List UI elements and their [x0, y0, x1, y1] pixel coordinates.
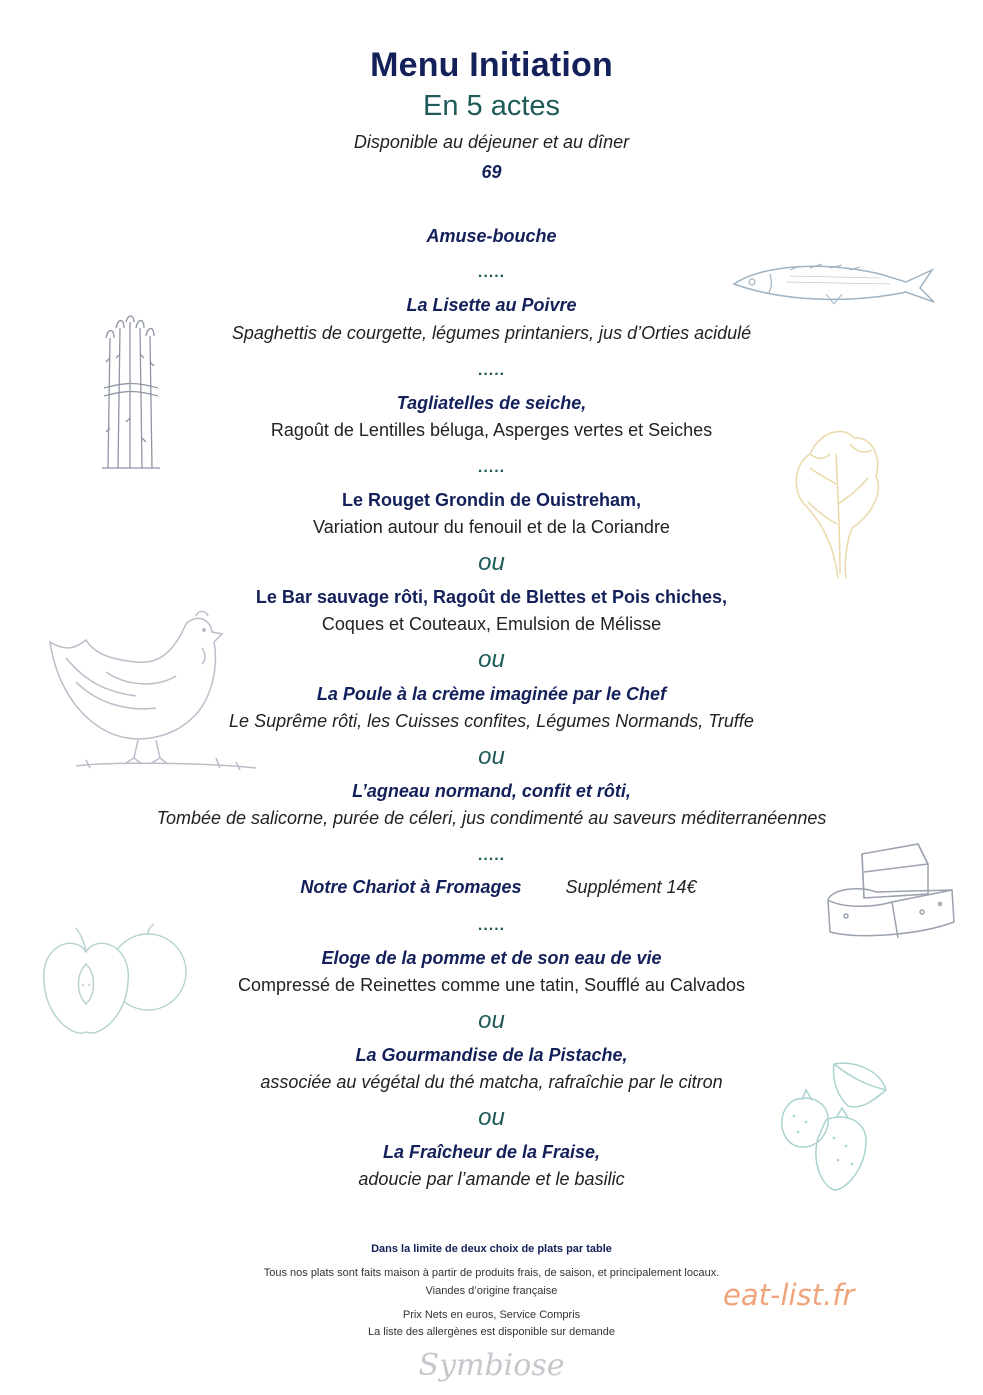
- amuse-bouche-title: Amuse-bouche: [426, 226, 557, 246]
- apple-illustration: [36, 924, 190, 1042]
- or-separator: ou: [478, 1104, 505, 1131]
- or-separator: ou: [478, 549, 505, 576]
- availability-text: Disponible au déjeuner et au dîner: [353, 132, 630, 152]
- menu-price: 69: [481, 162, 502, 182]
- separator-dots: .....: [477, 917, 506, 934]
- asparagus-illustration: [96, 318, 164, 470]
- allergens-note: La liste des allergènes est disponible sur demande: [367, 1326, 616, 1338]
- course-desc-poule: Le Suprême rôti, les Cuisses confites, Légumes Normands, Truffe: [229, 711, 754, 731]
- or-separator: ou: [478, 1007, 505, 1034]
- prices-note: Prix Nets en euros, Service Compris: [402, 1309, 581, 1321]
- course-desc-tagliatelles: Ragoût de Lentilles béluga, Asperges vertes et Seiches: [270, 420, 713, 440]
- course-desc-pomme: Compressé de Reinettes comme une tatin, Soufflé au Calvados: [238, 975, 745, 995]
- cheese-supplement: Supplément 14€: [565, 877, 697, 897]
- homemade-note: Tous nos plats sont faits maison à partir de produits frais, de saison, et principalement locaux.: [263, 1267, 720, 1279]
- course-desc-bar: Coques et Couteaux, Emulsion de Mélisse: [321, 614, 662, 634]
- strawberry-illustration: [774, 1060, 892, 1196]
- separator-dots: .....: [477, 264, 506, 281]
- watermark-text: eat-list.fr: [723, 1278, 855, 1312]
- separator-dots: .....: [477, 362, 506, 379]
- separator-dots: .....: [477, 847, 506, 864]
- course-desc-fraise: adoucie par l’amande et le basilic: [358, 1169, 625, 1189]
- course-title-agneau: L’agneau normand, confit et rôti,: [352, 781, 631, 801]
- origin-note: Viandes d’origine française: [425, 1285, 558, 1297]
- course-desc-lisette: Spaghettis de courgette, légumes printaniers, jus d’Orties acidulé: [231, 323, 752, 343]
- or-separator: ou: [478, 743, 505, 770]
- mackerel-illustration: [730, 252, 936, 310]
- menu-subtitle: En 5 actes: [422, 90, 561, 122]
- signature-logo: Symbiose: [418, 1348, 565, 1383]
- course-title-pomme: Eloge de la pomme et de son eau de vie: [321, 948, 662, 968]
- course-title-tagliatelles: Tagliatelles de seiche,: [396, 393, 587, 413]
- menu-title: Menu Initiation: [370, 46, 613, 84]
- course-title-poule: La Poule à la crème imaginée par le Chef: [316, 684, 667, 704]
- table-limit-note: Dans la limite de deux choix de plats par table: [371, 1243, 612, 1255]
- chard-illustration: [790, 424, 886, 580]
- course-desc-rouget: Variation autour du fenouil et de la Coriandre: [313, 517, 670, 537]
- or-separator: ou: [478, 646, 505, 673]
- course-desc-agneau: Tombée de salicorne, purée de céleri, jus condimenté au saveurs méditerranéennes: [156, 808, 827, 828]
- course-title-bar: Le Bar sauvage rôti, Ragoût de Blettes et Pois chiches,: [255, 587, 728, 607]
- hen-illustration: [46, 612, 260, 774]
- course-desc-pistache: associée au végétal du thé matcha, rafraîchie par le citron: [260, 1072, 723, 1092]
- separator-dots: .....: [477, 459, 506, 476]
- course-title-fromages: Notre Chariot à Fromages: [300, 877, 522, 897]
- cheese-illustration: [822, 842, 956, 942]
- course-title-pistache: La Gourmandise de la Pistache,: [355, 1045, 628, 1065]
- course-title-lisette: La Lisette au Poivre: [406, 295, 577, 315]
- course-title-fraise: La Fraîcheur de la Fraise,: [382, 1142, 601, 1162]
- course-title-rouget: Le Rouget Grondin de Ouistreham,: [341, 490, 642, 510]
